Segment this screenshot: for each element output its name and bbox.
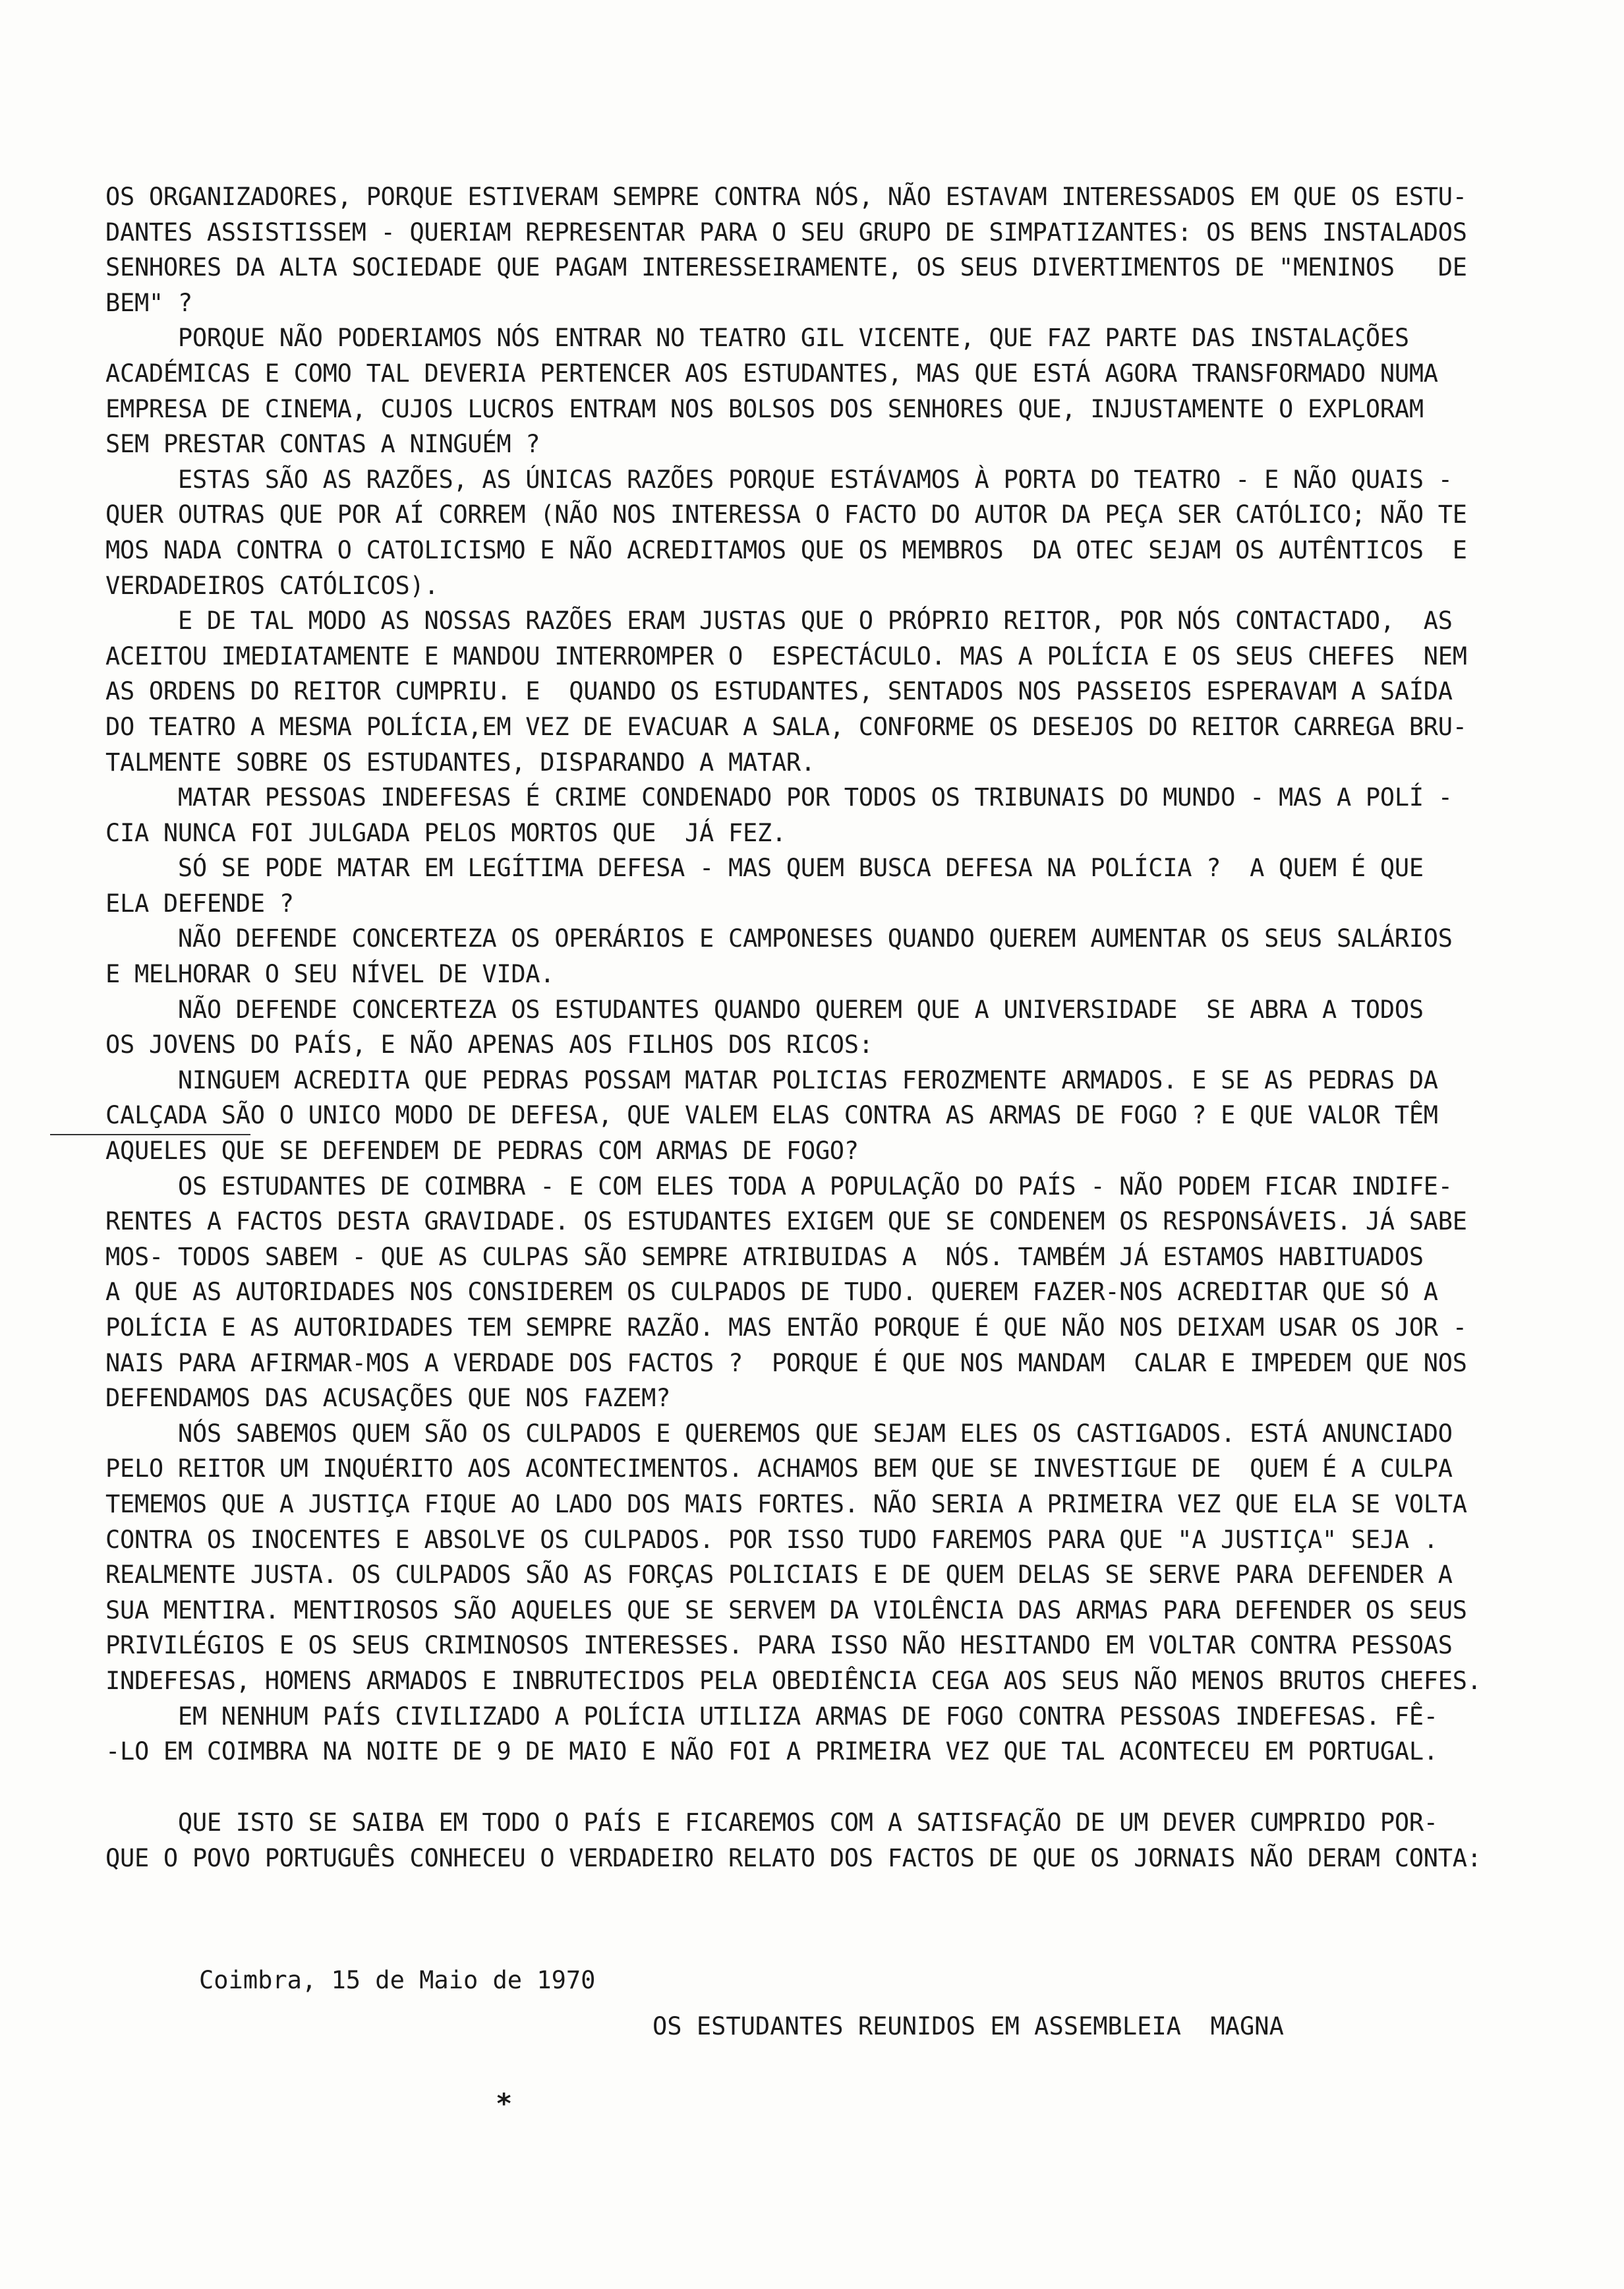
text-line: INDEFESAS, HOMENS ARMADOS E INBRUTECIDOS PELA OBEDIÊNCIA CEGA AOS SEUS NÃO MENOS BRUTOS CHEFES. xyxy=(105,1666,1482,1695)
signature: OS ESTUDANTES REUNIDOS EM ASSEMBLEIA MAGNA xyxy=(652,2012,1284,2040)
text-line: A QUE AS AUTORIDADES NOS CONSIDEREM OS CULPADOS DE TUDO. QUEREM FAZER-NOS ACREDITAR QUE SÓ A xyxy=(105,1278,1438,1307)
text-line: ELA DEFENDE ? xyxy=(105,889,294,918)
text-line: OS ORGANIZADORES, PORQUE ESTIVERAM SEMPRE CONTRA NÓS, NÃO ESTAVAM INTERESSADOS EM QUE OS ESTU- xyxy=(105,183,1467,211)
text-line: PELO REITOR UM INQUÉRITO AOS ACONTECIMENTOS. ACHAMOS BEM QUE SE INVESTIGUE DE QUEM É A CULPA xyxy=(105,1454,1453,1483)
text-line: CONTRA OS INOCENTES E ABSOLVE OS CULPADOS. POR ISSO TUDO FAREMOS PARA QUE "A JUSTIÇA" SEJA . xyxy=(105,1525,1438,1554)
text-line: ESTAS SÃO AS RAZÕES, AS ÚNICAS RAZÕES PORQUE ESTÁVAMOS À PORTA DO TEATRO - E NÃO QUAIS - xyxy=(105,465,1453,494)
text-line: PORQUE NÃO PODERIAMOS NÓS ENTRAR NO TEATRO GIL VICENTE, QUE FAZ PARTE DAS INSTALAÇÕES xyxy=(105,324,1409,353)
text-line: TEMEMOS QUE A JUSTIÇA FIQUE AO LADO DOS MAIS FORTES. NÃO SERIA A PRIMEIRA VEZ QUE ELA SE VOLTA xyxy=(105,1489,1467,1518)
text-line: E DE TAL MODO AS NOSSAS RAZÕES ERAM JUSTAS QUE O PRÓPRIO REITOR, POR NÓS CONTACTADO, AS xyxy=(105,607,1453,636)
text-line: MOS NADA CONTRA O CATOLICISMO E NÃO ACREDITAMOS QUE OS MEMBROS DA OTEC SEJAM OS AUTÊNTICOS E xyxy=(105,535,1467,564)
text-line: AS ORDENS DO REITOR CUMPRIU. E QUANDO OS ESTUDANTES, SENTADOS NOS PASSEIOS ESPERAVAM A SAÍDA xyxy=(105,677,1453,706)
text-line: QUER OUTRAS QUE POR AÍ CORREM (NÃO NOS INTERESSA O FACTO DO AUTOR DA PEÇA SER CATÓLICO; NÃO TE xyxy=(105,500,1467,529)
text-line: BEM" ? xyxy=(105,288,192,317)
text-line: -LO EM COIMBRA NA NOITE DE 9 DE MAIO E NÃO FOI A PRIMEIRA VEZ QUE TAL ACONTECEU EM PORTUGAL. xyxy=(105,1737,1438,1766)
text-line: SUA MENTIRA. MENTIROSOS SÃO AQUELES QUE SE SERVEM DA VIOLÊNCIA DAS ARMAS PARA DEFENDER OS SEUS xyxy=(105,1595,1467,1624)
text-line: TALMENTE SOBRE OS ESTUDANTES, DISPARANDO A MATAR. xyxy=(105,748,815,777)
text-line: POLÍCIA E AS AUTORIDADES TEM SEMPRE RAZÃO. MAS ENTÃO PORQUE É QUE NÃO NOS DEIXAM USAR OS JOR - xyxy=(105,1313,1467,1342)
text-line: OS ESTUDANTES DE COIMBRA - E COM ELES TODA A POPULAÇÃO DO PAÍS - NÃO PODEM FICAR INDIFE- xyxy=(105,1172,1453,1201)
text-line: CIA NUNCA FOI JULGADA PELOS MORTOS QUE JÁ FEZ. xyxy=(105,818,786,847)
text-line: MOS- TODOS SABEM - QUE AS CULPAS SÃO SEMPRE ATRIBUIDAS A NÓS. TAMBÉM JÁ ESTAMOS HABITUADOS xyxy=(105,1242,1424,1271)
text-line: REALMENTE JUSTA. OS CULPADOS SÃO AS FORÇAS POLICIAIS E DE QUEM DELAS SE SERVE PARA DEFENDER A xyxy=(105,1561,1453,1590)
closing-paragraph xyxy=(105,1805,1555,1876)
text-line: NÃO DEFENDE CONCERTEZA OS OPERÁRIOS E CAMPONESES QUANDO QUEREM AUMENTAR OS SEUS SALÁRIOS xyxy=(105,924,1453,953)
text-line: SENHORES DA ALTA SOCIEDADE QUE PAGAM INTERESSEIRAMENTE, OS SEUS DIVERTIMENTOS DE "MENINOS DE xyxy=(105,253,1467,282)
text-line: NAIS PARA AFIRMAR-MOS A VERDADE DOS FACTOS ? PORQUE É QUE NOS MANDAM CALAR E IMPEDEM QUE NOS xyxy=(105,1348,1467,1377)
text-line: DEFENDAMOS DAS ACUSAÇÕES QUE NOS FAZEM? xyxy=(105,1384,671,1413)
body-text xyxy=(105,179,1555,1769)
text-line: VERDADEIROS CATÓLICOS). xyxy=(105,571,439,600)
text-line: AQUELES QUE SE DEFENDEM DE PEDRAS COM ARMAS DE FOGO? xyxy=(105,1137,859,1166)
text-line: SEM PRESTAR CONTAS A NINGUÉM ? xyxy=(105,430,540,459)
dateline: Coimbra, 15 de Maio de 1970 xyxy=(199,1966,596,1994)
text-line: QUE ISTO SE SAIBA EM TODO O PAÍS E FICAREMOS COM A SATISFAÇÃO DE UM DEVER CUMPRIDO POR- xyxy=(105,1808,1438,1837)
text-line: E MELHORAR O SEU NÍVEL DE VIDA. xyxy=(105,960,555,989)
text-line: MATAR PESSOAS INDEFESAS É CRIME CONDENADO POR TODOS OS TRIBUNAIS DO MUNDO - MAS A POLÍ - xyxy=(105,783,1453,812)
text-line: DO TEATRO A MESMA POLÍCIA,EM VEZ DE EVACUAR A SALA, CONFORME OS DESEJOS DO REITOR CARREGA BRU- xyxy=(105,712,1467,741)
text-line: ACADÉMICAS E COMO TAL DEVERIA PERTENCER AOS ESTUDANTES, MAS QUE ESTÁ AGORA TRANSFORMADO NUMA xyxy=(105,359,1438,388)
text-line: CALÇADA SÃO O UNICO MODO DE DEFESA, QUE VALEM ELAS CONTRA AS ARMAS DE FOGO ? E QUE VALOR TÊM xyxy=(105,1101,1438,1130)
end-mark: * xyxy=(496,2087,513,2120)
text-line: PRIVILÉGIOS E OS SEUS CRIMINOSOS INTERESSES. PARA ISSO NÃO HESITANDO EM VOLTAR CONTRA PESSOAS xyxy=(105,1631,1453,1660)
text-line: OS JOVENS DO PAÍS, E NÃO APENAS AOS FILHOS DOS RICOS: xyxy=(105,1030,873,1059)
text-line: SÓ SE PODE MATAR EM LEGÍTIMA DEFESA - MAS QUEM BUSCA DEFESA NA POLÍCIA ? A QUEM É QUE xyxy=(105,854,1424,883)
text-line: EMPRESA DE CINEMA, CUJOS LUCROS ENTRAM NOS BOLSOS DOS SENHORES QUE, INJUSTAMENTE O EXPLORAM xyxy=(105,394,1424,423)
text-line: DANTES ASSISTISSEM - QUERIAM REPRESENTAR PARA O SEU GRUPO DE SIMPATIZANTES: OS BENS INSTALADOS xyxy=(105,218,1467,247)
text-line: NINGUEM ACREDITA QUE PEDRAS POSSAM MATAR POLICIAS FEROZMENTE ARMADOS. E SE AS PEDRAS DA xyxy=(105,1065,1438,1094)
text-line: NÃO DEFENDE CONCERTEZA OS ESTUDANTES QUANDO QUEREM QUE A UNIVERSIDADE SE ABRA A TODOS xyxy=(105,995,1424,1024)
text-line: RENTES A FACTOS DESTA GRAVIDADE. OS ESTUDANTES EXIGEM QUE SE CONDENEM OS RESPONSÁVEIS. JÁ SABE xyxy=(105,1207,1467,1236)
text-line: NÓS SABEMOS QUEM SÃO OS CULPADOS E QUEREMOS QUE SEJAM ELES OS CASTIGADOS. ESTÁ ANUNCIADO xyxy=(105,1419,1453,1448)
text-line: EM NENHUM PAÍS CIVILIZADO A POLÍCIA UTILIZA ARMAS DE FOGO CONTRA PESSOAS INDEFESAS. FÊ- xyxy=(105,1702,1438,1731)
text-line: QUE O POVO PORTUGUÊS CONHECEU O VERDADEIRO RELATO DOS FACTOS DE QUE OS JORNAIS NÃO DERAM CONTA: xyxy=(105,1843,1482,1872)
text-line: ACEITOU IMEDIATAMENTE E MANDOU INTERROMPER O ESPECTÁCULO. MAS A POLÍCIA E OS SEUS CHEFES NEM xyxy=(105,641,1467,670)
